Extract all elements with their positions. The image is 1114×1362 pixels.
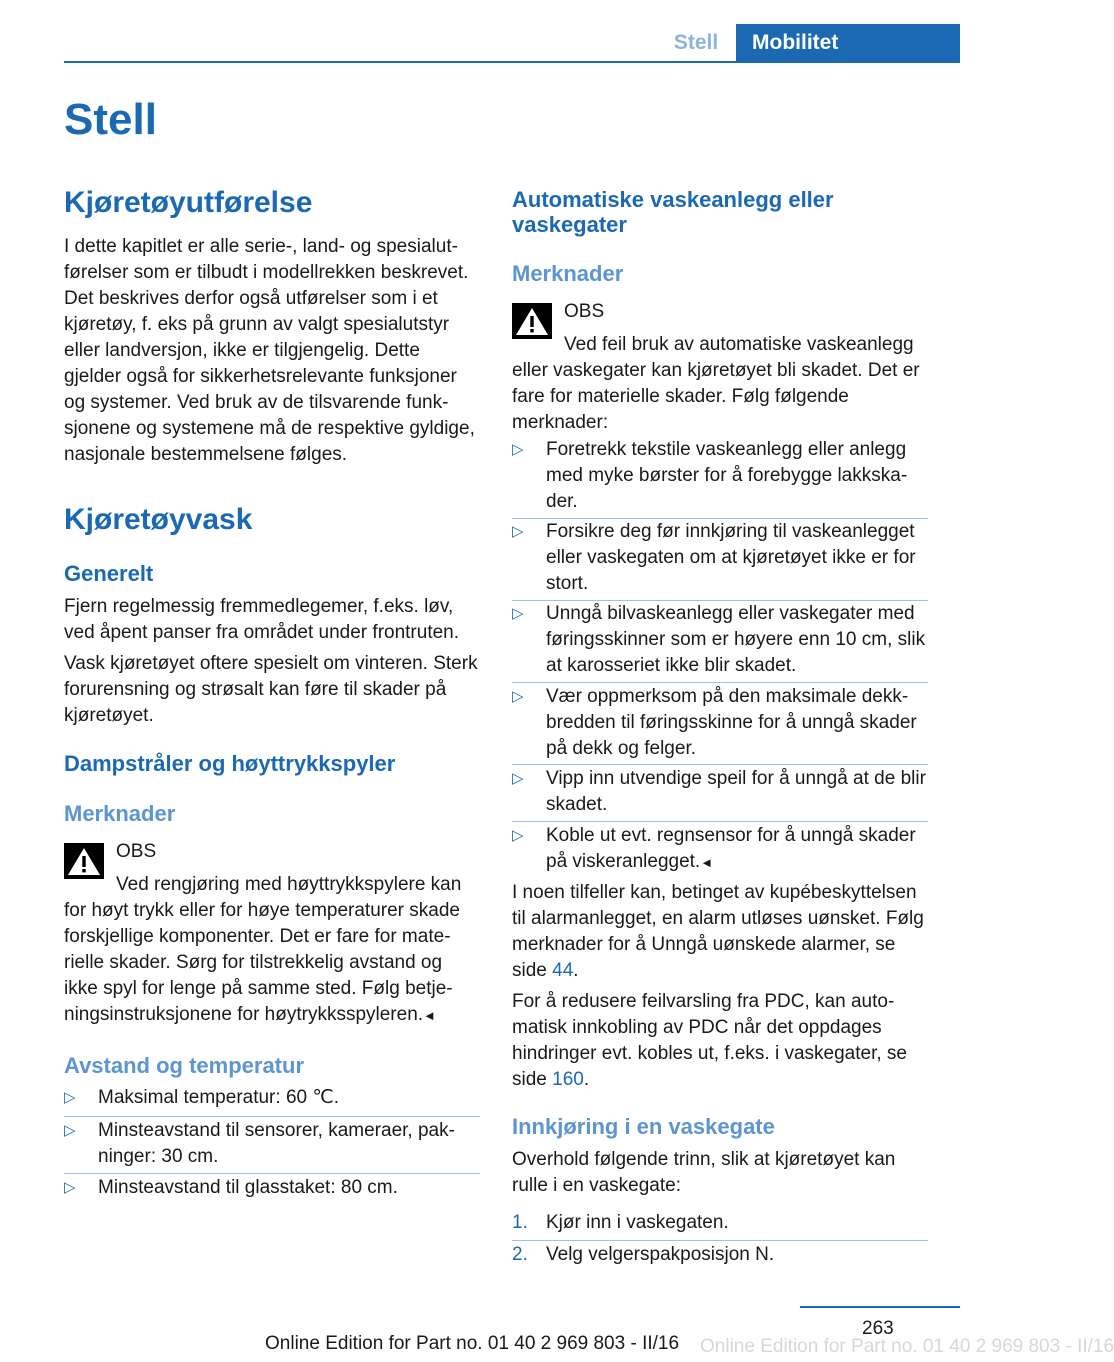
step-text: Kjør inn i vaskegaten. [546, 1212, 729, 1233]
page-title: Stell [64, 95, 157, 144]
header-tab-stell[interactable]: Stell [673, 31, 719, 54]
footer-watermark: Online Edition for Part no. 01 40 2 969 803 - II/16 [700, 1336, 1114, 1357]
list-item-text: Maksimal temperatur: 60 ℃. [98, 1087, 339, 1108]
warning-label-right: OBS [564, 301, 605, 322]
heading-automatic-wash: Automatiske vaskeanlegg eller vaskegater [512, 187, 834, 237]
end-mark: ◄ [700, 855, 714, 870]
list-item [512, 823, 928, 876]
warning-text-left [64, 872, 480, 1029]
heading-steam-pressure: Dampstråler og høyttrykkspyler [64, 751, 396, 776]
end-mark: ◄ [423, 1008, 436, 1023]
paragraph-drive-in: Overhold følgende trinn, slik at kjøretøyet kan rulle i en vaskegate: [512, 1149, 896, 1196]
list-item-text: Foretrekk tekstile vaskeanlegg eller anlegg med myke børster for å forebygge lakkskader. [546, 439, 908, 512]
heading-notes-left: Merknader [64, 801, 176, 826]
divider [512, 821, 928, 822]
step-text: Velg velgerspakposisjon N. [546, 1244, 775, 1265]
list-item [64, 1175, 480, 1201]
warning-label-left: OBS [116, 841, 157, 862]
paragraph-general-1: Fjern regelmessig fremmedlegemer, f.eks. løv, ved åpent panser fra området under frontruten. [64, 596, 460, 643]
bullet-mark: ▷ [64, 1179, 76, 1196]
footer-edition: Online Edition for Part no. 01 40 2 969 803 - II/16 [265, 1333, 680, 1354]
heading-vehicle-wash: Kjøretøyvask [64, 503, 253, 536]
divider [512, 1240, 928, 1241]
list-item [64, 1118, 480, 1170]
step-number: 2. [512, 1244, 528, 1265]
step-item [512, 1242, 928, 1268]
list-item-text: Vær oppmerksom på den maksimale dekkbredden til føringsskinne for å unngå skader på dekk og felger. [546, 686, 917, 759]
bullet-mark: ▷ [512, 688, 524, 705]
footer-rule [800, 1306, 960, 1308]
list-item-text: Forsikre deg før innkjøring til vaskeanlegget eller vaskegaten om at kjøretøyet ikke er for stort. [546, 521, 916, 594]
list-item-text [546, 823, 928, 876]
divider [512, 682, 928, 683]
page-link-44[interactable]: 44 [552, 960, 574, 981]
header-tab-mobilitet[interactable]: Mobilitet [736, 24, 960, 62]
bullet-mark: ▷ [512, 441, 524, 458]
divider [512, 764, 928, 765]
list-item [512, 437, 928, 515]
paragraph-alarm-end: . [573, 960, 579, 981]
page-link-160[interactable]: 160 [552, 1069, 584, 1090]
list-item-text: Minsteavstand til glasstaket: 80 cm. [98, 1177, 398, 1198]
heading-notes-right: Merknader [512, 261, 624, 286]
heading-drive-in: Innkjøring i en vaskegate [512, 1114, 775, 1139]
paragraph-pdc [512, 989, 928, 1093]
heading-general: Generelt [64, 561, 154, 586]
list-item [512, 519, 928, 597]
bullet-mark: ▷ [512, 523, 524, 540]
heading-distance-temperature: Avstand og temperatur [64, 1053, 305, 1078]
list-item-text: Minsteavstand til sensorer, kameraer, pakninger: 30 cm. [98, 1120, 455, 1167]
divider [64, 1116, 480, 1117]
list-item-text: Unngå bilvaskeanlegg eller vaskegater med føringsskinner som er høyere enn 10 cm, slik at karosseriet ikke blir skadet. [546, 603, 926, 676]
paragraph-vehicle-version: I dette kapitlet er alle serie-, land- og spesialutførelser som er tilbudt i modellrekken beskrevet. Det beskrives derfor også utførelser som i et kjøretøy, f. eks på grunn av valgt spesialutstyr eller landversjon, ikke er tilgjengelig. Dette gjelder også for sikkerhetsrelevante funksjoner og systemer. Ved bruk av de tilsvarende funksjonene og systemene må de respektive gyldige, nasjonale bestemmelsene følges. [64, 236, 475, 465]
bullet-mark: ▷ [512, 605, 524, 622]
bullet-mark: ▷ [64, 1089, 76, 1106]
bullet-mark: ▷ [64, 1122, 76, 1139]
bullet-mark: ▷ [512, 827, 524, 844]
list-item [512, 766, 928, 818]
warning-text-right: Ved feil bruk av automatiske vaskeanlegg eller vaskegater kan kjøretøyet bli skadet. Det er fare for materielle skader. Følg følgende merknader: [512, 334, 920, 433]
list-item [512, 684, 928, 762]
warning-text-left-body: Ved rengjøring med høyttrykkspylere kan for høyt trykk eller for høye temperaturer skade forskjellige komponenter. Det er fare for materielle skader. Sørg for tilstrekkelig avstand og ikke spyl for lenge på samme sted. Følg betjeningsinstruksjonene for høytrykksspyleren. [64, 874, 462, 1025]
paragraph-pdc-text: For å redusere feilvarsling fra PDC, kan automatisk innkobling av PDC når det oppdages hindringer evt. kobles ut, f.eks. i vaskegater, se side [512, 991, 907, 1090]
bullet-mark: ▷ [512, 770, 524, 787]
list-item-text: Vipp inn utvendige speil for å unngå at de blir skadet. [546, 768, 926, 815]
paragraph-alarm-text: I noen tilfeller kan, betinget av kupébeskyttelsen til alarmanlegget, en alarm utløses uønsket. Følg merknader for å Unngå uønskede alarmer, se side [512, 882, 924, 981]
paragraph-alarm [512, 880, 928, 984]
step-number: 1. [512, 1212, 528, 1233]
paragraph-general-2: Vask kjøretøyet oftere spesielt om vinteren. Sterk forurensning og strøsalt kan føre til skader på kjøretøyet. [64, 653, 478, 726]
page-number: 263 [862, 1318, 894, 1339]
paragraph-pdc-end: . [583, 1069, 590, 1090]
heading-vehicle-version: Kjøretøyutførelse [64, 186, 313, 219]
list-item [64, 1085, 480, 1111]
list-item [512, 601, 928, 679]
list-item-text-body: Koble ut evt. regnsensor for å unngå skader på viskeranlegget. [546, 825, 916, 872]
header-rule [64, 61, 960, 63]
step-item [512, 1210, 928, 1236]
divider [64, 1173, 480, 1174]
